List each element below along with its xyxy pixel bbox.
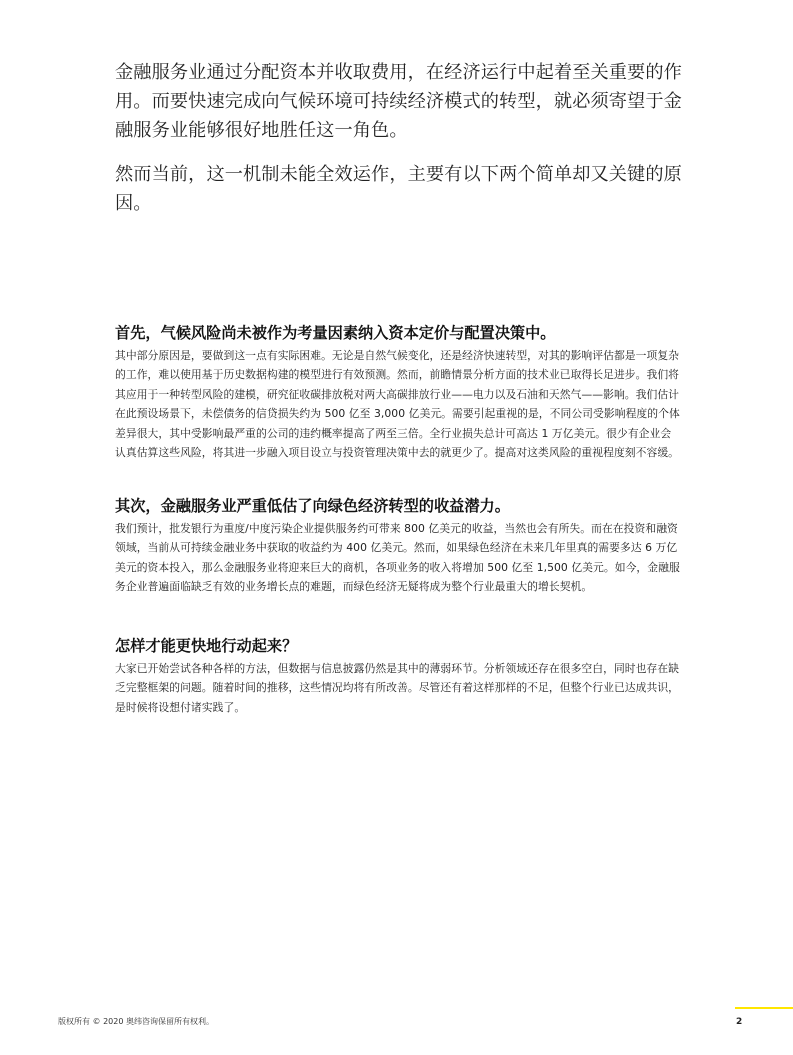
footer-copyright: 版权所有 © 2020 奥纬咨询保留所有权利。 — [58, 1017, 214, 1026]
section-body: 其中部分原因是，要做到这一点有实际困难。无论是自然气候变化，还是经济快速转型，对其的影响评估都是一项复杂的工作，难以使用基于历史数据构建的模型进行有效预测。然而，前瞻情景分析方面的技术业已取得长足进步。我们将其应用于一种转型风险的建模，研究征收碳排放税对两大高碳排放行业——电力以及石油和天然气——影响。我们估计在此预设场景下，未偿债务的信贷损失约为 500 亿至 3,000 亿美元。需要引起重视的是，不同公司受影响程度的个体差异很大，其中受影响最严重的公司的违约概率提高了两至三倍。全行业损失总计可高达 1 万亿美元。很少有企业会认真估算这些风险，将其进一步融入项目设立与投资管理决策中去的就更少了。提高对这类风险的重视程度刻不容缓。 — [115, 349, 680, 460]
section-heading: 怎样才能更快地行动起来？ — [115, 637, 298, 655]
section-body: 我们预计，批发银行为重度/中度污染企业提供服务约可带来 800 亿美元的收益，当然也会有所失。而在在投资和融资领域，当前从可持续金融业务中获取的收益约为 400 亿美元。然而，如果绿色经济在未来几年里真的需要多达 6 万亿美元的资本投入，那么金融服务业将迎来巨大的商机，各项业务的收入将增加 500 亿至 1,500 亿美元。如今，金融服务企业普遍面临缺乏有效的业务增长点的难题，而绿色经济无疑将成为整个行业最重大的增长契机。 — [115, 522, 680, 594]
section-climate-risk — [115, 323, 682, 462]
intro-block — [115, 58, 685, 233]
footer-accent-rule — [735, 1007, 793, 1009]
section-green-opportunity — [115, 496, 682, 597]
intro-paragraph-2: 然而当前，这一机制未能全效运作，主要有以下两个简单却又关键的原因。 — [115, 164, 682, 214]
intro-paragraph-1: 金融服务业通过分配资本并收取费用，在经济运行中起着至关重要的作用。而要快速完成向气候环境可持续经济模式的转型，就必须寄望于金融服务业能够很好地胜任这一角色。 — [115, 62, 682, 141]
section-act-faster — [115, 636, 682, 717]
section-heading: 其次，金融服务业严重低估了向绿色经济转型的收益潜力。 — [115, 497, 510, 515]
section-body: 大家已开始尝试各种各样的方法，但数据与信息披露仍然是其中的薄弱环节。分析领域还存在很多空白，同时也存在缺乏完整框架的问题。随着时间的推移，这些情况均将有所改善。尽管还有着这样那样的不足，但整个行业已达成共识，是时候将设想付诸实践了。 — [115, 662, 680, 714]
section-heading: 首先，气候风险尚未被作为考量因素纳入资本定价与配置决策中。 — [115, 324, 556, 342]
page-number: 2 — [736, 1017, 743, 1027]
